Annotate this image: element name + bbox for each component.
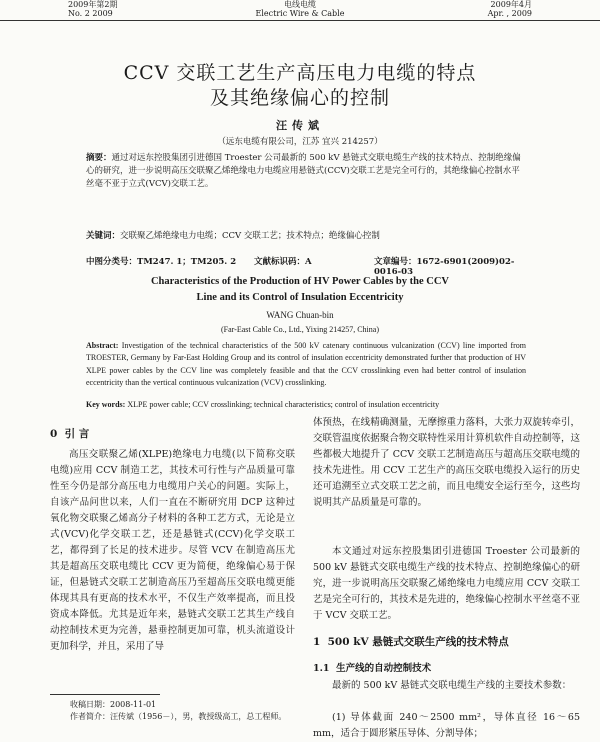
footnote-rule bbox=[50, 694, 160, 695]
section-0-heading bbox=[50, 426, 89, 441]
header-journal-en: Electric Wire & Cable bbox=[255, 9, 345, 18]
clc-number: 中图分类号：TM247. 1；TM205. 2 bbox=[86, 257, 237, 267]
english-affiliation: (Far-East Cable Co., Ltd., Yixing 214257, China) bbox=[221, 325, 379, 334]
paper-title-line1: CCV 交联工艺生产高压电力电缆的特点 bbox=[123, 62, 477, 84]
section-1-number: 1 bbox=[313, 636, 321, 648]
english-title-line2: Line and its Control of Insulation Eccentricity bbox=[196, 292, 404, 303]
section-1-1-paragraph-1: 最新的 500 kV 悬链式交联电缆生产线的主要技术参数： bbox=[332, 680, 572, 691]
intro-right-paragraph-1: 体预热，在线精确测量，无摩擦重力落料，大张力双旋转牵引，交联管温度依据聚合物交联特性采用计算机软件自动控制等，这些都极大地提升了 CCV 交联工艺制造高压与超高压交联电缆的技术先进性。用 CCV 工艺生产的高压交联电缆投入运行的历史还可追溯至立式交联工艺之前，而且电缆安全运行至今，这些均说明其产品质量是可靠的。 bbox=[313, 417, 580, 508]
abstract-en-label: Abstract: bbox=[86, 341, 119, 350]
keywords-cn bbox=[86, 230, 526, 243]
header-issue-cn: 2009年第2期 bbox=[68, 0, 118, 9]
section-1-heading bbox=[313, 634, 509, 649]
header-date-cn: 2009年4月 bbox=[490, 0, 532, 9]
intro-right-paragraph-2: 本文通过对远东控股集团引进德国 Troester 公司最新的 500 kV 悬链式交联电缆生产线的技术特点、控制绝缘偏心的研究，进一步说明高压交联聚乙烯绝缘电力电缆应用 CCV 交联工艺是完全可行的，其技术是先进的，绝缘偏心控制水平丝毫不亚于 VCV 交联工艺。 bbox=[313, 546, 580, 621]
abstract-cn-text: 通过对远东控股集团引进德国 Troester 公司最新的 500 kV 悬链式交联电缆生产线的技术特点、控制绝缘偏心的研究，进一步说明高压交联聚乙烯绝缘电力电缆应用悬链式(CCV)交联工艺是完全可行的，其绝缘偏心控制水平丝毫不亚于立式(VCV)交联工艺。 bbox=[86, 153, 521, 189]
footnote-received-date: 收稿日期：2008-11-01 bbox=[70, 700, 157, 709]
section-1-1-heading bbox=[313, 660, 431, 674]
section-1-title: 500 kV 悬链式交联生产线的技术特点 bbox=[327, 636, 509, 648]
header-journal-cn: 电线电缆 bbox=[284, 0, 316, 9]
english-title-line1: Characteristics of the Production of HV Power Cables by the CCV bbox=[150, 276, 450, 287]
article-id: 文章编号：1672-6901(2009)02-0016-03 bbox=[374, 257, 515, 277]
header-issue-en: No. 2 2009 bbox=[68, 9, 113, 18]
abstract-en-text: Investigation of the technical characteristics of the 500 kV catenary continuous vulcanization (CCV) line imported from TROESTER, Germany by Far-East Holding Group and its control of insulation eccentricity demonstrated further that production of HV XLPE power cables by the CCV line was completely feasible and that the CCV crosslinking even had better control of insulation eccentricity than the vertical continuous vulcanization (VCV) crosslinking. bbox=[86, 341, 526, 387]
keywords-cn-label: 关键词： bbox=[86, 231, 121, 241]
keywords-en-label: Key words: bbox=[86, 400, 126, 409]
section-0-number: 0 bbox=[50, 428, 58, 440]
abstract-cn bbox=[86, 152, 526, 191]
keywords-cn-text: 交联聚乙烯绝缘电力电缆；CCV 交联工艺；技术特点；绝缘偏心控制 bbox=[120, 231, 380, 241]
classification-line bbox=[86, 255, 526, 277]
section-1-1-paragraph-2: (1) 导体截面 240～2500 mm²，导体直径 16～65 mm，适合于圆形紧压导体、分割导体； bbox=[313, 712, 580, 739]
author-affiliation: （远东电缆有限公司，江苏 宜兴 214257） bbox=[217, 137, 383, 147]
author-name: 汪传斌 bbox=[276, 119, 324, 132]
section-1-1-title: 生产线的自动控制技术 bbox=[336, 663, 432, 674]
section-1-1-number: 1.1 bbox=[313, 663, 330, 674]
running-header bbox=[0, 0, 600, 21]
intro-left-paragraph: 高压交联聚乙烯(XLPE)绝缘电力电缆(以下简称交联电缆)应用 CCV 制造工艺，其技术可行性与产品质量可靠性至今仍是部分高压电力电缆用户关心的问题。实际上，自该产品问世以来，人们一直在不断研究用 DCP 这种过氧化物交联聚乙烯高分子材料的各种工艺方式，无论是立式(VCV)化学交联工艺，还是悬链式(CCV)化学交联工艺，都得到了长足的技术进步。尽管 VCV 在制造高压尤其是超高压交联电缆比 CCV 更为简便，绝缘偏心易于保证，但悬链式交联工艺制造高压乃至超高压交联电缆更能体现其具有更高的技术水平，不仅生产效率提高，而且投资成本降低。尤其是近年来，悬链式交联工艺其生产线自动控制技术更为完善，悬垂控制更加可靠，机头流道设计更加科学，并且，采用了导 bbox=[50, 449, 295, 652]
keywords-en-text: XLPE power cable; CCV crosslinking; technical characteristics; control of insulation eccentricity bbox=[127, 400, 440, 409]
header-date-en: Apr. , 2009 bbox=[487, 9, 532, 18]
english-author: WANG Chuan-bin bbox=[266, 310, 334, 320]
section-0-title: 引 言 bbox=[64, 428, 90, 440]
abstract-en bbox=[86, 340, 526, 389]
footnote-author-bio: 作者简介：汪传斌（1956－），男，教授级高工，总工程师。 bbox=[70, 712, 287, 721]
keywords-en bbox=[86, 400, 526, 409]
abstract-cn-label: 摘要： bbox=[86, 153, 112, 163]
document-code: 文献标识码：A bbox=[254, 257, 312, 267]
paper-title-line2: 及其绝缘偏心的控制 bbox=[209, 87, 390, 109]
